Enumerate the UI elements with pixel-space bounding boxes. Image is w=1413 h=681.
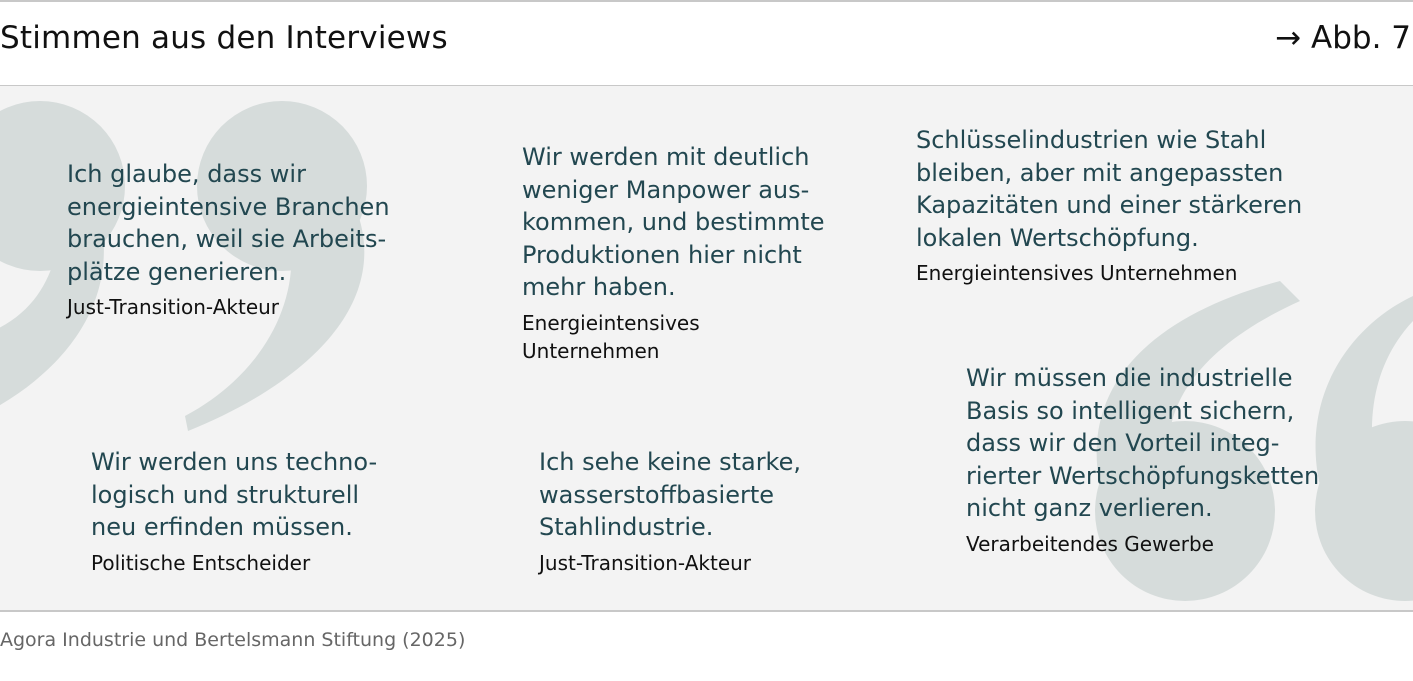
quote-source: Just-Transition-Akteur [67, 295, 280, 319]
quote-source: Energieintensives Unternehmen [916, 261, 1238, 285]
quote-source: Just-Transition-Akteur [539, 550, 752, 575]
quote-text: Ich glaube, dass wir energieintensive Branchen brauchen, weil sie Arbeits-plätze generieren. [67, 160, 390, 286]
source-note: Agora Industrie und Bertelsmann Stiftung (2025) [0, 629, 466, 651]
top-rule [0, 0, 1413, 2]
quote-text: Wir werden uns techno-logisch und strukturell neu erfinden müssen. [91, 448, 378, 541]
quote-text: Wir werden mit deutlich weniger Manpower aus-kommen, und bestimmte Produktionen hier nicht mehr haben. [522, 143, 825, 301]
quote-card [966, 362, 1351, 558]
footer-divider [0, 610, 1413, 612]
quote-card [91, 446, 401, 577]
quote-text: Schlüsselindustrien wie Stahl bleiben, aber mit angepassten Kapazitäten und einer stärkeren lokalen Wertschöpfung. [916, 126, 1303, 252]
quote-source: Energieintensives Unternehmen [522, 310, 700, 363]
figure-reference-link[interactable]: → Abb. 7 [1275, 20, 1411, 56]
quote-source: Politische Entscheider [91, 550, 311, 575]
quote-text: Wir müssen die industrielle Basis so intelligent sichern, dass wir den Vorteil integ-rierter Wertschöpfungsketten nicht ganz verlieren. [966, 364, 1320, 522]
page-title: Stimmen aus den Interviews [0, 20, 448, 56]
quote-source: Verarbeitendes Gewerbe [966, 531, 1214, 556]
quote-card [67, 158, 412, 321]
quote-card [539, 446, 824, 577]
quotes-panel [0, 86, 1413, 610]
quote-card [522, 141, 847, 365]
quote-card [916, 124, 1326, 287]
quote-text: Ich sehe keine starke, wasserstoffbasierte Stahlindustrie. [539, 448, 801, 541]
